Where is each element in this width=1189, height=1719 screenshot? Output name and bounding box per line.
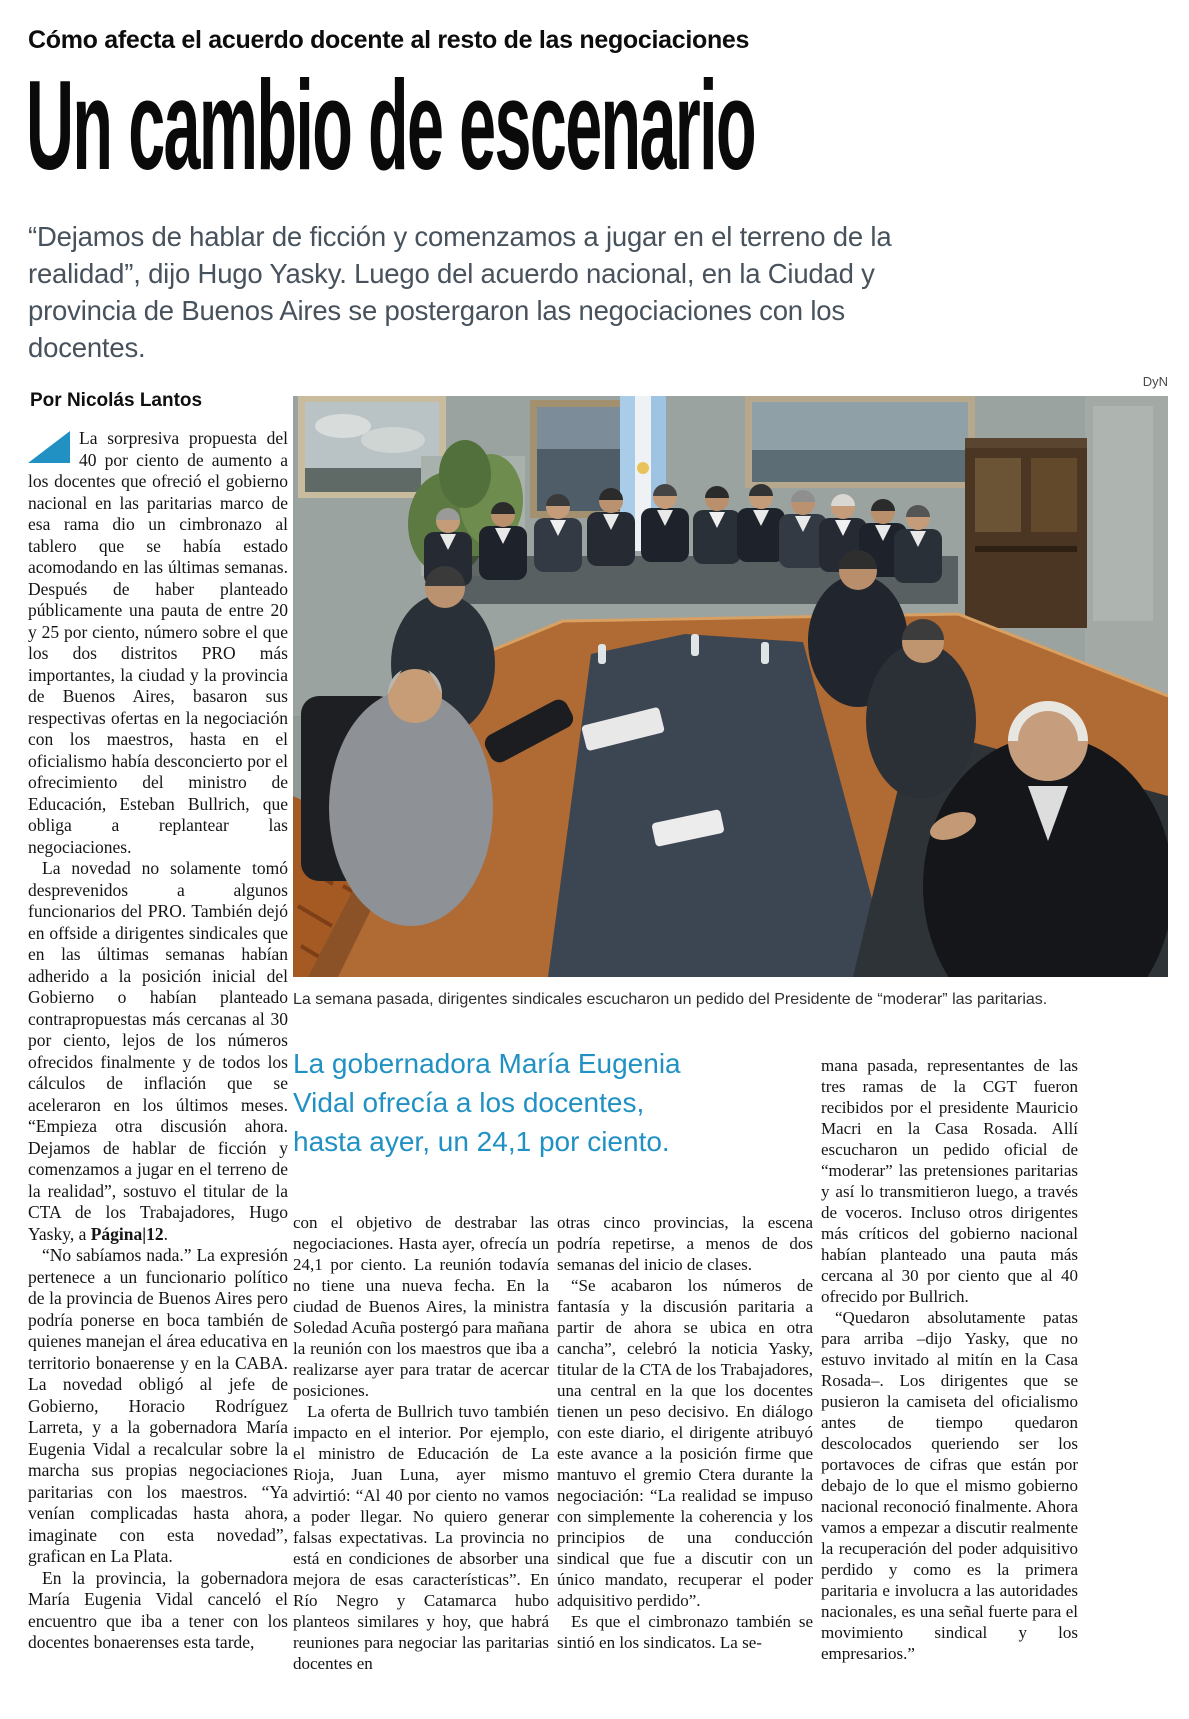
meeting-photo [293, 396, 1168, 977]
meeting-photo-illustration [293, 396, 1168, 977]
newspaper-brand: Página|12 [90, 1223, 164, 1244]
paragraph: mana pasada, representantes de las tres ramas de la CGT fueron recibidos por el presidente Mauricio Macri en la Casa Rosada. Allí escucharon un pedido oficial de “moderar” las pretensiones paritarias y así lo transmitieron luego, a través de voceros. Incluso otros dirigentes más críticos del gobierno nacional habían planteado una pauta más cercana al 30 por ciento que al 40 ofrecido por Bullrich. [821, 1056, 1078, 1306]
paragraph: En la provincia, la gobernadora María Eugenia Vidal canceló el encuentro que iba a tener con los docentes bonaerenses esta tarde, [28, 1567, 288, 1652]
drop-cap-triangle-icon [28, 431, 70, 463]
paragraph: “Quedaron absolutamente patas para arriba –dijo Yasky, que no estuvo invitado al mitín en la Casa Rosada–. Los dirigentes que se pusieron la camiseta del oficialismo antes de tiempo quedaron descolocados queriendo ser los portavoces de cifras que están por debajo de lo que el mismo gobierno nacional reconoció finalmente. Ahora vamos a empezar a discutir realmente la recuperación del poder adquisitivo perdido y como es la primera paritaria e involucra a las autoridades nacionales, es una señal fuerte para el movimiento sindical y los empresarios.” [821, 1308, 1078, 1663]
paragraph-text: La sorpresiva propuesta del 40 por ciento de aumento a los docentes que ofreció el gobierno nacional en las paritarias marco de esa rama dio un cimbronazo al tablero que se había estado acomodando en las últimas semanas. Después de haber planteado públicamente una pauta de entre 20 y 25 por ciento, número sobre el que los dos distritos PRO más importantes, la ciudad y la provincia de Buenos Aires, basaron sus respectivas ofertas en la negociación con los maestros, hasta en el oficialismo había desconcierto por el ofrecimiento del ministro de Educación, Esteban Bullrich, que obliga a replantear las negociaciones. [28, 428, 288, 857]
article-column-1 [28, 428, 288, 1654]
paragraph [28, 858, 288, 1245]
painting-right [745, 396, 975, 488]
paragraph-text: La novedad no solamente tomó desprevenidos a algunos funcionarios del PRO. También dejó en offside a dirigentes sindicales que en las últimas semanas habían adherido a la posición inicial del Gobierno o habían planteado contrapropuestas más cercanas al 30 por ciento, lejos de los números ofrecidos finalmente y de todos los cálculos de inflación que se aceleraron en los últimos meses. “Empieza otra discusión ahora. Dejamos de hablar de ficción y comenzamos a jugar en el terreno de la realidad”, sostuvo el titular de la CTA de los Trabajadores, Hugo Yasky, a [28, 858, 288, 1244]
photo-caption: La semana pasada, dirigentes sindicales escucharon un pedido del Presidente de “moderar” las paritarias. [293, 991, 1048, 1008]
kicker: Cómo afecta el acuerdo docente al resto de las negociaciones [28, 26, 750, 54]
deck: “Dejamos de hablar de ficción y comenzamos a jugar en el terreno de la realidad”, dijo Hugo Yasky. Luego del acuerdo nacional, en la Ciudad y provincia de Buenos Aires se postergaron las negociaciones con los docentes. [28, 221, 892, 363]
paragraph: “Se acabaron los números de fantasía y la discusión paritaria a partir de ahora se ubica en otra cancha”, celebró la noticia Yasky, titular de la CTA de los Trabajadores, una central en la que los docentes tienen un peso decisivo. En diálogo con este diario, el dirigente atribuyó este avance a la posición firme que mantuvo el gremio Ctera durante la negociación: “La realidad se impuso con simplemente la coherencia y los principios de una conducción sindical que fue a discutir con un único mandato, recuperar el poder adquisitivo perdido”. [557, 1276, 813, 1610]
paragraph-text: . [163, 1223, 168, 1244]
article-column-3 [557, 1212, 813, 1653]
paragraph: Es que el cimbronazo también se sintió en los sindicatos. La se- [557, 1612, 813, 1652]
paragraph [28, 428, 288, 858]
article-column-4 [821, 1055, 1078, 1664]
cabinet [965, 438, 1087, 628]
paragraph: “No sabíamos nada.” La expresión pertenece a un funcionario político de la provincia de Buenos Aires pero podría ponerse en boca también de quienes manejan el área educativa en territorio bonaerense y en la CABA. La novedad obligó al jefe de Gobierno, Horacio Rodríguez Larreta, y a la gobernadora María Eugenia Vidal a recalcular sobre la marcha sus propias negociaciones paritarias con los maestros. “Ya venían complicadas hasta ahora, imaginate con esta novedad”, grafican en La Plata. [28, 1245, 288, 1566]
headline: Un cambio de escenario [26, 54, 755, 197]
byline: Por Nicolás Lantos [30, 390, 203, 411]
photo-credit: DyN [1142, 374, 1168, 389]
paragraph: otras cinco provincias, la escena podría repetirse, a menos de dos semanas del inicio de clases. [557, 1213, 813, 1274]
article-column-2 [293, 1212, 549, 1674]
door [1093, 406, 1153, 621]
paragraph: con el objetivo de destrabar las negociaciones. Hasta ayer, ofrecía un 24,1 por ciento. La reunión todavía no tiene una nueva fecha. En la ciudad de Buenos Aires, la ministra Soledad Acuña postergó para mañana la reunión con los maestros que iba a realizarse ayer para tratar de acercar posiciones. [293, 1213, 549, 1400]
pull-quote: La gobernadora María Eugenia Vidal ofrecía a los docentes, hasta ayer, un 24,1 por ciento. [293, 1048, 681, 1157]
paragraph: La oferta de Bullrich tuvo también impacto en el interior. Por ejemplo, el ministro de Educación de La Rioja, Juan Luna, ayer mismo advirtió: “Al 40 por ciento no vamos a poder llegar. No quiero generar falsas expectativas. La provincia no está en condiciones de absorber una mejora de esas características”. En Río Negro y Catamarca hubo planteos similares y hoy, que habrá reuniones para negociar las paritarias docentes en [293, 1402, 549, 1673]
